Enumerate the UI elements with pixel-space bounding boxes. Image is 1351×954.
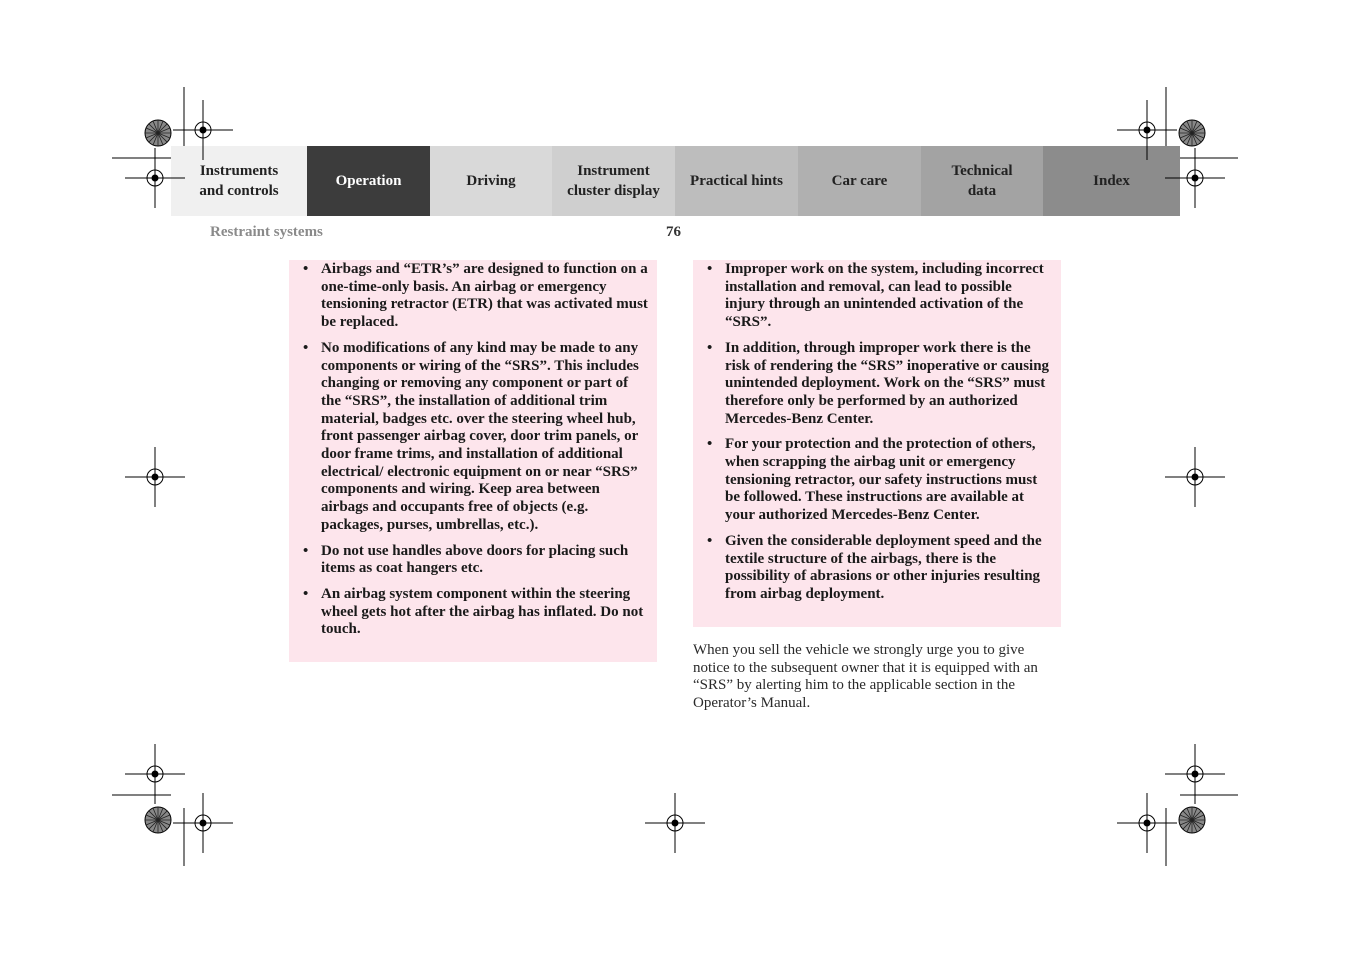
tab-driving[interactable] bbox=[430, 146, 552, 216]
warning-item bbox=[707, 533, 1055, 604]
registration-target-icon bbox=[173, 793, 233, 853]
registration-target-icon bbox=[645, 793, 705, 853]
tab-label: Operation bbox=[335, 173, 402, 189]
warning-item bbox=[303, 586, 651, 639]
chapter-tab-bar bbox=[171, 146, 1180, 216]
registration-target-icon bbox=[125, 744, 185, 804]
registration-target-icon bbox=[1165, 744, 1225, 804]
registration-target-icon bbox=[1117, 793, 1177, 853]
warning-item bbox=[303, 261, 651, 332]
warning-item bbox=[303, 340, 651, 535]
warning-list bbox=[707, 261, 1055, 604]
sale-notice-paragraph: When you sell the vehicle we strongly urge you to give notice to the subsequent owner that it is equipped with an “SRS” by alerting him to the applicable section in the Operator’s Manual. bbox=[693, 642, 1038, 712]
bullet-icon: • bbox=[707, 261, 713, 277]
warning-text: No modifications of any kind may be made to any components or wiring of the “SRS”. This includes changing or removing any component or part of the “SRS”, the installation of additional trim material, badges etc. over the steering wheel hub, front passenger airbag cover, door trim panels, or door frame trims, and installation of additional electrical/ electronic equipment on or near “SRS” components and wiring. Keep area between airbags and occupants free of objects (e.g. packages, purses, umbrellas, etc.). bbox=[321, 339, 639, 533]
tab-label: Index bbox=[1093, 173, 1130, 189]
bullet-icon: • bbox=[707, 532, 713, 549]
bullet-icon: • bbox=[707, 339, 713, 356]
bullet-icon: • bbox=[303, 585, 309, 602]
warning-text: In addition, through improper work there is the risk of rendering the “SRS” inoperative or causing unintended deployment. Work on the “SRS” must therefore only be performed by an authorized Mercedes-Benz Center. bbox=[725, 339, 1050, 427]
bullet-icon: • bbox=[303, 542, 309, 559]
tab-label-line1: Instruments bbox=[199, 163, 279, 179]
registration-target-icon bbox=[1165, 447, 1225, 507]
tab-index[interactable] bbox=[1043, 146, 1180, 216]
tab-label-line2: data bbox=[967, 183, 997, 199]
tab-technical-data[interactable] bbox=[921, 146, 1043, 216]
tab-label-line1: Instrument bbox=[577, 163, 650, 179]
bullet-icon: • bbox=[303, 261, 309, 277]
tab-operation[interactable] bbox=[307, 146, 430, 216]
bullet-icon: • bbox=[707, 436, 713, 453]
warning-box-left bbox=[289, 260, 657, 662]
warning-text: Given the considerable deployment speed and the textile structure of the airbags, there is the possibility of abrasions or other injuries resulting from airbag deployment. bbox=[725, 532, 1042, 602]
color-wheel-icon bbox=[1179, 120, 1205, 146]
tab-car-care[interactable] bbox=[798, 146, 921, 216]
tab-label-line2: cluster display bbox=[567, 183, 660, 199]
tab-label: Practical hints bbox=[690, 173, 783, 189]
tab-label: Car care bbox=[831, 173, 888, 189]
color-wheel-icon bbox=[145, 120, 171, 146]
tab-instrument-cluster-display[interactable] bbox=[552, 146, 675, 216]
page-number: 76 bbox=[666, 224, 681, 240]
registration-target-icon bbox=[125, 447, 185, 507]
tab-instruments-and-controls[interactable] bbox=[171, 146, 307, 216]
warning-text: Improper work on the system, including incorrect installation and removal, can lead to possible injury through an unintended activation of the “SRS”. bbox=[725, 261, 1044, 331]
tab-label-line2: and controls bbox=[199, 183, 279, 199]
warning-item bbox=[707, 340, 1055, 429]
warning-text: An airbag system component within the steering wheel gets hot after the airbag has inflated. Do not touch. bbox=[321, 585, 644, 638]
warning-item bbox=[707, 436, 1055, 525]
warning-item bbox=[303, 543, 651, 578]
tab-label: Driving bbox=[466, 173, 516, 189]
warning-box-right bbox=[693, 260, 1061, 627]
tab-label-line1: Technical bbox=[951, 163, 1013, 179]
warning-text: For your protection and the protection of others, when scrapping the airbag unit or emergency tensioning retractor, our safety instructions must be followed. These instructions are available at your authorized Mercedes-Benz Center. bbox=[725, 436, 1038, 524]
warning-text: Do not use handles above doors for placing such items as coat hangers etc. bbox=[321, 542, 629, 577]
warning-list bbox=[303, 261, 651, 639]
warning-text: Airbags and “ETR’s” are designed to function on a one-time-only basis. An airbag or emergency tensioning retractor (ETR) that was activated must be replaced. bbox=[321, 261, 648, 331]
section-title: Restraint systems bbox=[210, 224, 323, 240]
color-wheel-icon bbox=[1179, 807, 1205, 833]
bullet-icon: • bbox=[303, 339, 309, 356]
tab-practical-hints[interactable] bbox=[675, 146, 798, 216]
color-wheel-icon bbox=[145, 807, 171, 833]
warning-item bbox=[707, 261, 1055, 332]
